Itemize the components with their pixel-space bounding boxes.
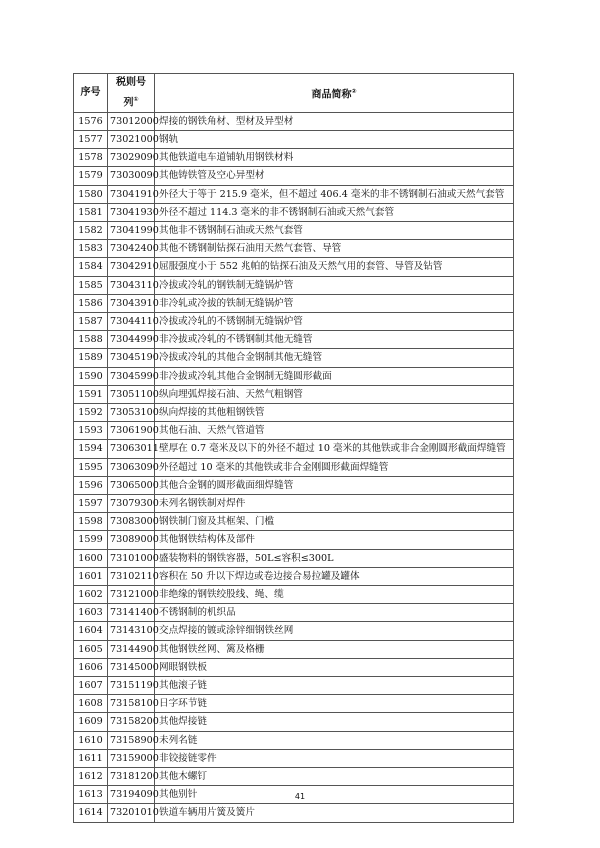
row-product-name: 钢轨 xyxy=(155,130,514,148)
row-product-name: 其他非不锈钢制石油或天然气套管 xyxy=(155,221,514,239)
row-tariff-code: 73045190 xyxy=(108,349,155,367)
table-row xyxy=(74,185,514,203)
table-row xyxy=(74,130,514,148)
table-row xyxy=(74,749,514,767)
row-serial-number: 1583 xyxy=(74,240,108,258)
table-row xyxy=(74,440,514,458)
header-product-name: 商品简称② xyxy=(155,74,514,113)
table-row xyxy=(74,458,514,476)
row-product-name: 非铰接链零件 xyxy=(155,749,514,767)
row-product-name: 其他石油、天然气管道管 xyxy=(155,422,514,440)
row-tariff-code: 73012000 xyxy=(108,112,155,130)
row-serial-number: 1591 xyxy=(74,385,108,403)
table-row xyxy=(74,203,514,221)
row-serial-number: 1585 xyxy=(74,276,108,294)
row-product-name: 网眼钢铁板 xyxy=(155,658,514,676)
row-tariff-code: 73151190 xyxy=(108,677,155,695)
row-product-name: 外径超过 10 毫米的其他铁或非合金刚圆形截面焊缝管 xyxy=(155,458,514,476)
table-row xyxy=(74,240,514,258)
row-tariff-code: 73044990 xyxy=(108,331,155,349)
row-serial-number: 1584 xyxy=(74,258,108,276)
table-row xyxy=(74,221,514,239)
table-row xyxy=(74,640,514,658)
row-tariff-code: 73042910 xyxy=(108,258,155,276)
row-product-name: 冷拔或冷轧的其他合金钢制其他无缝管 xyxy=(155,349,514,367)
row-serial-number: 1595 xyxy=(74,458,108,476)
row-tariff-code: 73158900 xyxy=(108,731,155,749)
row-serial-number: 1600 xyxy=(74,549,108,567)
row-serial-number: 1587 xyxy=(74,312,108,330)
table-row xyxy=(74,294,514,312)
table-row xyxy=(74,731,514,749)
row-product-name: 其他不锈钢制钻探石油用天然气套管、导管 xyxy=(155,240,514,258)
row-tariff-code: 73029090 xyxy=(108,149,155,167)
row-product-name: 铁道车辆用片簧及簧片 xyxy=(155,804,514,822)
row-product-name: 非冷轧或冷拔的铁制无缝锅炉管 xyxy=(155,294,514,312)
table-row xyxy=(74,422,514,440)
table-row xyxy=(74,167,514,185)
row-product-name: 非冷拔或冷轧的不锈钢制其他无缝管 xyxy=(155,331,514,349)
row-serial-number: 1592 xyxy=(74,403,108,421)
row-product-name: 未列名链 xyxy=(155,731,514,749)
table-row xyxy=(74,276,514,294)
table-row xyxy=(74,331,514,349)
table-row xyxy=(74,385,514,403)
table-row xyxy=(74,476,514,494)
header-tariff-code: 税则号列① xyxy=(108,74,155,113)
row-serial-number: 1580 xyxy=(74,185,108,203)
row-product-name: 外径大于等于 215.9 毫米，但不超过 406.4 毫米的非不锈钢制石油或天然气套管 xyxy=(155,185,514,203)
row-serial-number: 1581 xyxy=(74,203,108,221)
table-body xyxy=(74,112,514,822)
row-product-name: 壁厚在 0.7 毫米及以下的外径不超过 10 毫米的其他铁或非合金刚圆形截面焊缝管 xyxy=(155,440,514,458)
row-tariff-code: 73079300 xyxy=(108,495,155,513)
row-product-name: 其他钢铁丝网、篱及格栅 xyxy=(155,640,514,658)
row-product-name: 盛装物料的钢铁容器，50L≤容积≤300L xyxy=(155,549,514,567)
row-tariff-code: 73121000 xyxy=(108,586,155,604)
row-product-name: 其他铁道电车道铺轨用钢铁材料 xyxy=(155,149,514,167)
row-serial-number: 1582 xyxy=(74,221,108,239)
row-serial-number: 1602 xyxy=(74,586,108,604)
table-header xyxy=(74,74,514,113)
row-serial-number: 1586 xyxy=(74,294,108,312)
row-serial-number: 1577 xyxy=(74,130,108,148)
row-serial-number: 1599 xyxy=(74,531,108,549)
table-row xyxy=(74,567,514,585)
table-row xyxy=(74,403,514,421)
table-row xyxy=(74,549,514,567)
row-serial-number: 1578 xyxy=(74,149,108,167)
row-serial-number: 1607 xyxy=(74,677,108,695)
row-tariff-code: 73181200 xyxy=(108,768,155,786)
row-product-name: 不锈钢制的机织品 xyxy=(155,604,514,622)
row-product-name: 非冷拔或冷轧其他合金钢制无缝圆形截面 xyxy=(155,367,514,385)
row-serial-number: 1612 xyxy=(74,768,108,786)
table-row xyxy=(74,622,514,640)
row-serial-number: 1601 xyxy=(74,567,108,585)
row-tariff-code: 73063011 xyxy=(108,440,155,458)
row-tariff-code: 73144900 xyxy=(108,640,155,658)
row-serial-number: 1589 xyxy=(74,349,108,367)
table-row xyxy=(74,658,514,676)
row-serial-number: 1576 xyxy=(74,112,108,130)
row-serial-number: 1603 xyxy=(74,604,108,622)
row-product-name: 屈服强度小于 552 兆帕的钻探石油及天然气用的套管、导管及钻管 xyxy=(155,258,514,276)
row-serial-number: 1606 xyxy=(74,658,108,676)
row-product-name: 钢铁制门窗及其框架、门槛 xyxy=(155,513,514,531)
table-row xyxy=(74,112,514,130)
row-product-name: 纵向埋弧焊接石油、天然气粗钢管 xyxy=(155,385,514,403)
row-tariff-code: 73065000 xyxy=(108,476,155,494)
row-serial-number: 1609 xyxy=(74,713,108,731)
row-serial-number: 1608 xyxy=(74,695,108,713)
row-serial-number: 1588 xyxy=(74,331,108,349)
row-serial-number: 1610 xyxy=(74,731,108,749)
row-product-name: 日字环节链 xyxy=(155,695,514,713)
row-serial-number: 1605 xyxy=(74,640,108,658)
row-product-name: 外径不超过 114.3 毫米的非不锈钢制石油或天然气套管 xyxy=(155,203,514,221)
row-product-name: 焊接的钢铁角材、型材及异型材 xyxy=(155,112,514,130)
table-row xyxy=(74,804,514,822)
row-tariff-code: 73063090 xyxy=(108,458,155,476)
row-serial-number: 1614 xyxy=(74,804,108,822)
row-serial-number: 1598 xyxy=(74,513,108,531)
row-tariff-code: 73030090 xyxy=(108,167,155,185)
row-product-name: 其他钢铁结构体及部件 xyxy=(155,531,514,549)
table-row xyxy=(74,367,514,385)
table-row xyxy=(74,604,514,622)
row-tariff-code: 73194090 xyxy=(108,786,155,804)
table-row xyxy=(74,586,514,604)
tariff-table xyxy=(73,73,514,823)
row-product-name: 其他合金钢的圆形截面细焊缝管 xyxy=(155,476,514,494)
row-product-name: 其他铸铁管及空心异型材 xyxy=(155,167,514,185)
row-serial-number: 1613 xyxy=(74,786,108,804)
row-product-name: 其他别针 xyxy=(155,786,514,804)
row-tariff-code: 73021000 xyxy=(108,130,155,148)
row-serial-number: 1611 xyxy=(74,749,108,767)
row-product-name: 冷拔或冷轧的钢铁制无缝锅炉管 xyxy=(155,276,514,294)
table-row xyxy=(74,349,514,367)
row-product-name: 交点焊接的镀或涂锌细钢铁丝网 xyxy=(155,622,514,640)
header-serial-number: 序号 xyxy=(74,74,108,113)
row-tariff-code: 73089000 xyxy=(108,531,155,549)
table-row xyxy=(74,768,514,786)
row-serial-number: 1597 xyxy=(74,495,108,513)
row-tariff-code: 73102110 xyxy=(108,567,155,585)
header-row xyxy=(74,74,514,113)
table-row xyxy=(74,531,514,549)
row-tariff-code: 73053100 xyxy=(108,403,155,421)
row-tariff-code: 73043110 xyxy=(108,276,155,294)
row-tariff-code: 73159000 xyxy=(108,749,155,767)
row-tariff-code: 73083000 xyxy=(108,513,155,531)
row-tariff-code: 73145000 xyxy=(108,658,155,676)
row-tariff-code: 73043910 xyxy=(108,294,155,312)
row-tariff-code: 73044110 xyxy=(108,312,155,330)
row-product-name: 其他木螺钉 xyxy=(155,768,514,786)
table-row xyxy=(74,258,514,276)
table-row xyxy=(74,312,514,330)
row-tariff-code: 73143100 xyxy=(108,622,155,640)
row-serial-number: 1594 xyxy=(74,440,108,458)
row-serial-number: 1593 xyxy=(74,422,108,440)
row-tariff-code: 73158200 xyxy=(108,713,155,731)
row-tariff-code: 73051100 xyxy=(108,385,155,403)
row-product-name: 其他焊接链 xyxy=(155,713,514,731)
row-tariff-code: 73045990 xyxy=(108,367,155,385)
footnote-mark-2: ② xyxy=(351,87,357,95)
row-serial-number: 1590 xyxy=(74,367,108,385)
table-row xyxy=(74,149,514,167)
row-serial-number: 1604 xyxy=(74,622,108,640)
table-row xyxy=(74,713,514,731)
row-product-name: 未列名钢铁制对焊件 xyxy=(155,495,514,513)
table-row xyxy=(74,513,514,531)
table-row xyxy=(74,495,514,513)
row-tariff-code: 73141400 xyxy=(108,604,155,622)
row-tariff-code: 73201010 xyxy=(108,804,155,822)
table-row xyxy=(74,695,514,713)
row-product-name: 容积在 50 升以下焊边或卷边接合易拉罐及罐体 xyxy=(155,567,514,585)
row-tariff-code: 73041930 xyxy=(108,203,155,221)
row-tariff-code: 73041990 xyxy=(108,221,155,239)
row-product-name: 非绝缘的钢铁绞股线、绳、缆 xyxy=(155,586,514,604)
row-tariff-code: 73158100 xyxy=(108,695,155,713)
row-tariff-code: 73042400 xyxy=(108,240,155,258)
row-tariff-code: 73101000 xyxy=(108,549,155,567)
row-product-name: 冷拔或冷轧的不锈钢制无缝锅炉管 xyxy=(155,312,514,330)
row-product-name: 其他滚子链 xyxy=(155,677,514,695)
row-serial-number: 1596 xyxy=(74,476,108,494)
row-tariff-code: 73041910 xyxy=(108,185,155,203)
row-product-name: 纵向焊接的其他粗钢铁管 xyxy=(155,403,514,421)
row-tariff-code: 73061900 xyxy=(108,422,155,440)
table-row xyxy=(74,677,514,695)
row-serial-number: 1579 xyxy=(74,167,108,185)
page-number: 41 xyxy=(294,792,306,801)
footnote-mark-1: ① xyxy=(133,96,139,104)
